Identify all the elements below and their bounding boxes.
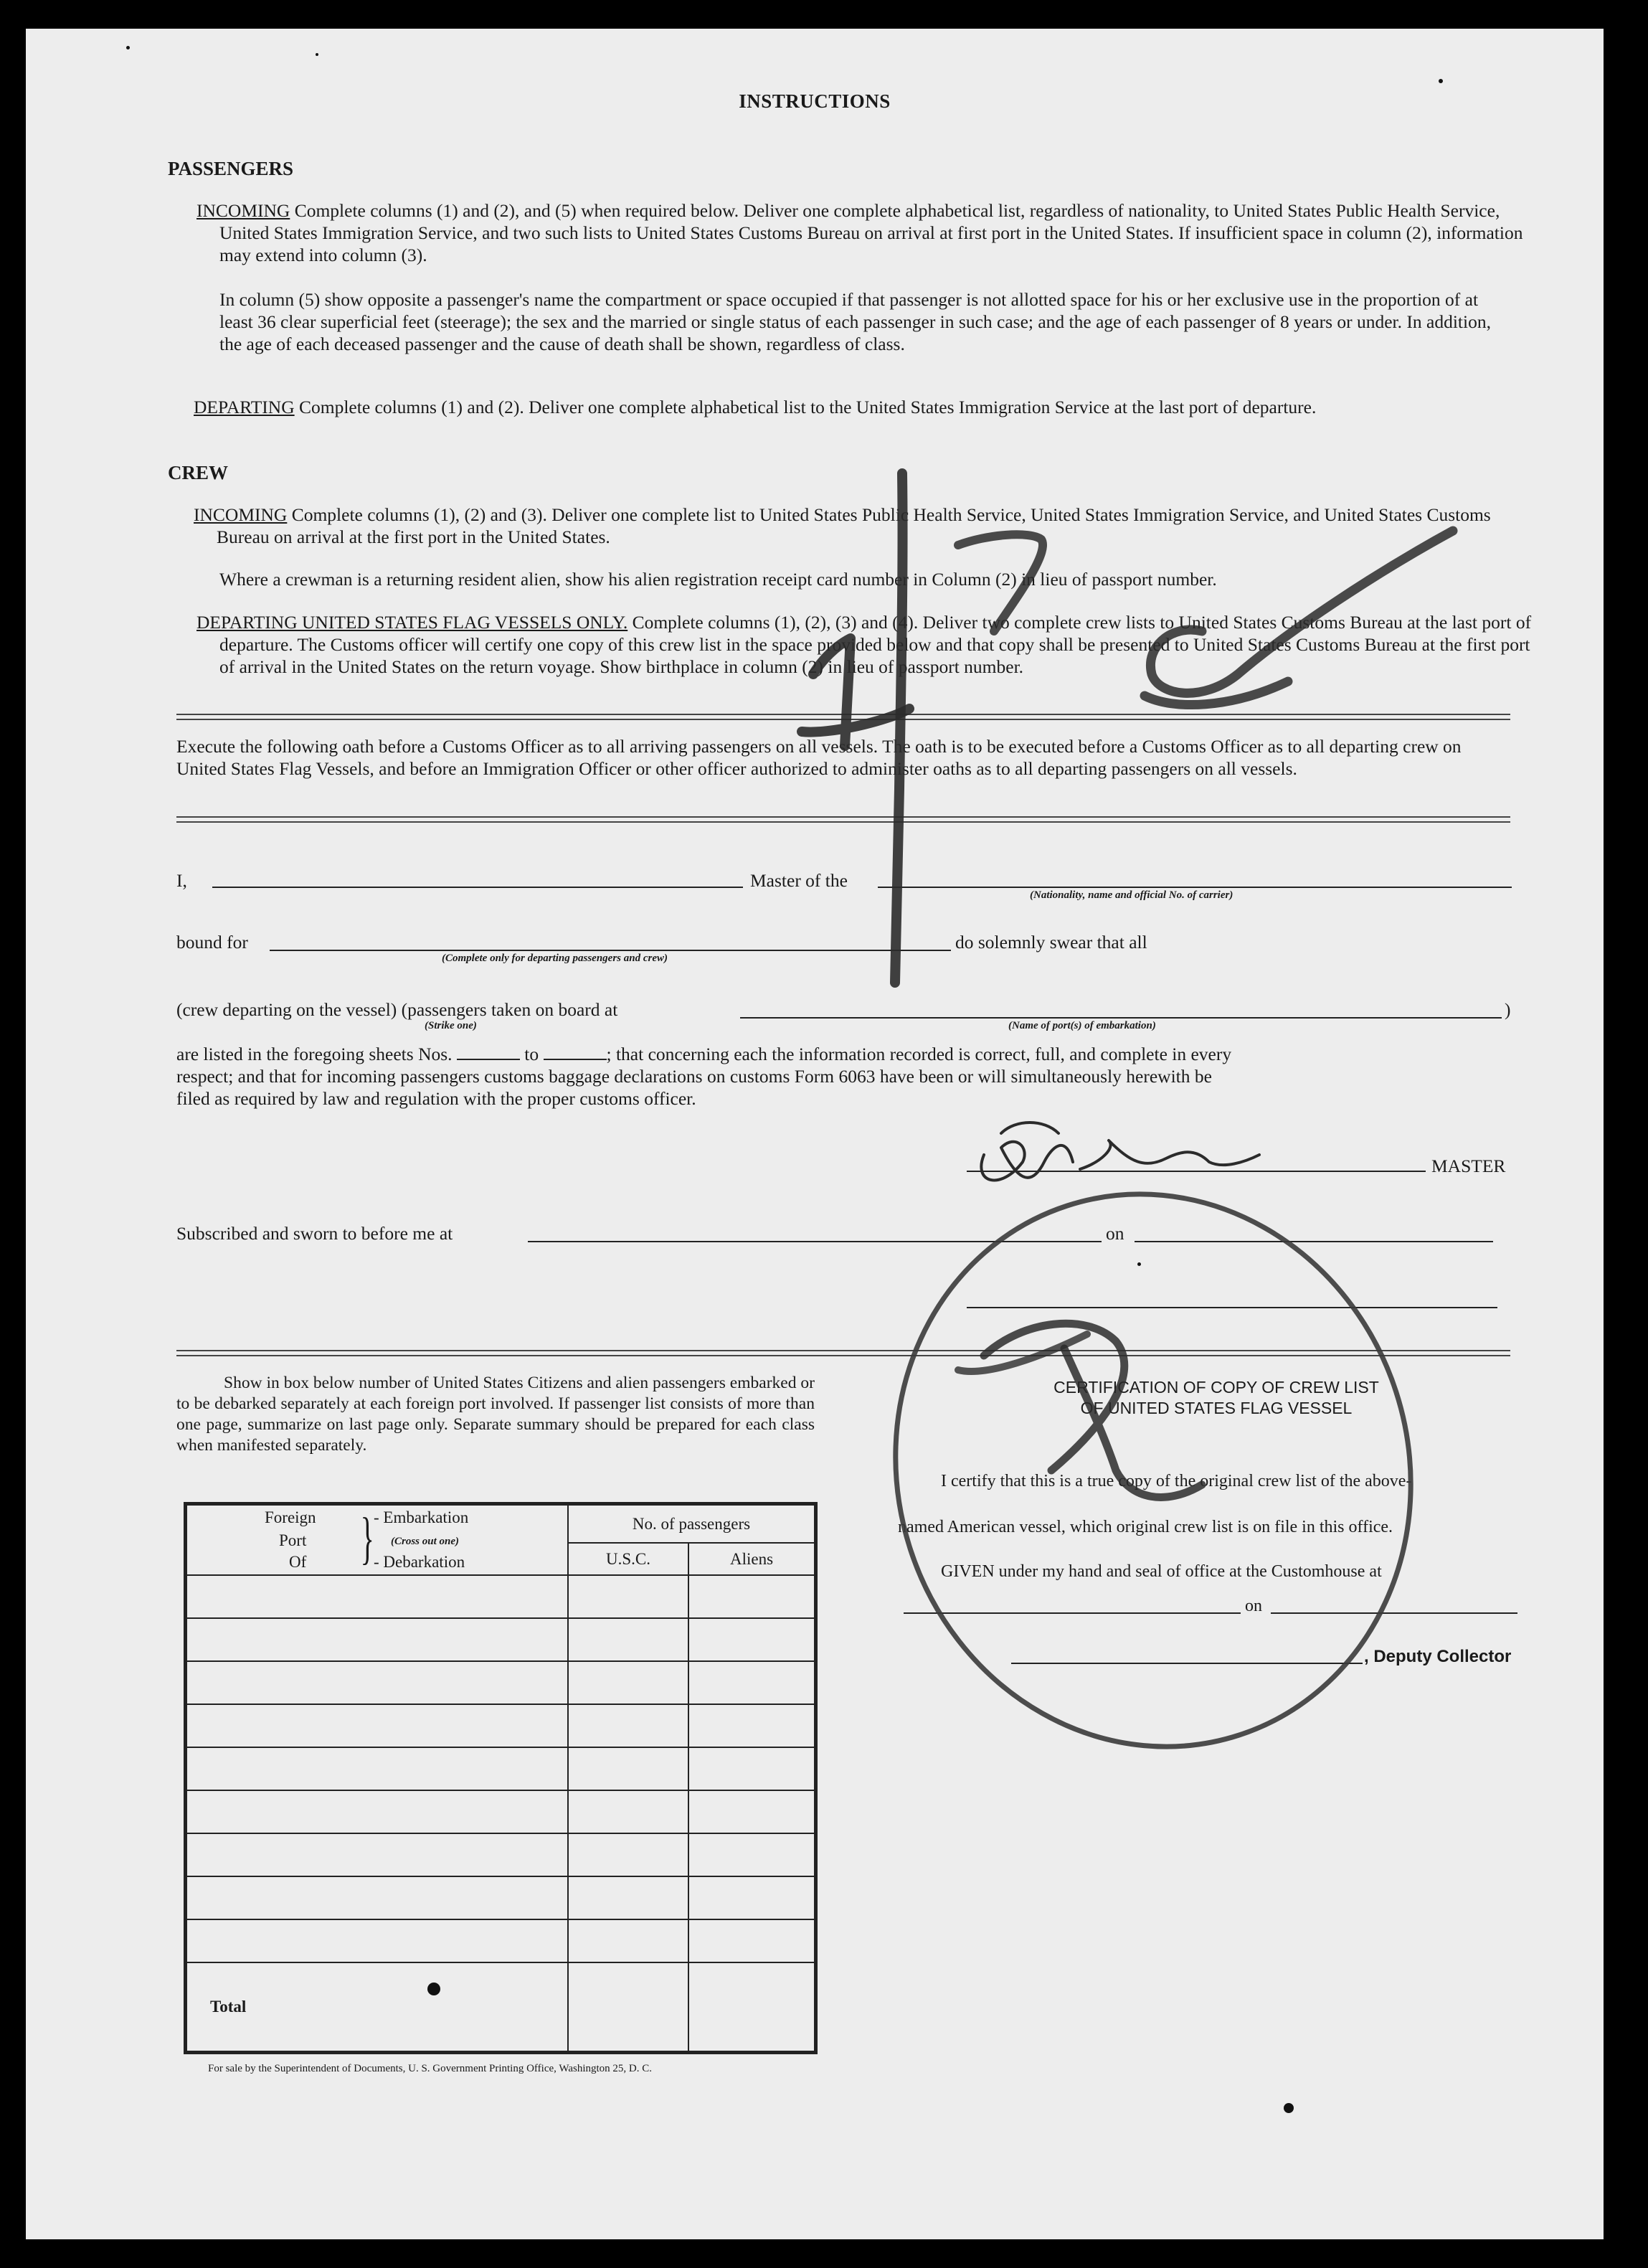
- port-cell[interactable]: [186, 1747, 568, 1790]
- passengers-heading: PASSENGERS: [168, 158, 294, 179]
- oath-intro: Execute the following oath before a Customs Officer as to all arriving passengers on all vessels. The oath is to be executed before a Customs Officer as to all departing crew on United States Flag Vessels, and before an Immigration Officer or other officer authorized to administer oaths as to all departing passengers on all vessels.: [176, 736, 1462, 779]
- aliens-cell[interactable]: [688, 1747, 815, 1790]
- foreign-label: Foreign: [265, 1508, 316, 1526]
- passengers-departing: [194, 396, 1532, 418]
- summary-text: Show in box below number of United States Citizens and alien passengers embarked or to be debarked separately at each foreign port involved. If passenger list consists of more than one page, summarize on last page only. Separate summary should be prepared for each class when manifested separately.: [176, 1374, 815, 1455]
- port-cell[interactable]: [186, 1833, 568, 1876]
- listed-text-3: respect; and that for incoming passengers customs baggage declarations on customs Form 6063 have been or will simultaneously herewith be: [176, 1066, 1212, 1087]
- deputy-collector-label: , Deputy Collector: [1364, 1647, 1512, 1666]
- usc-header: U.S.C.: [568, 1543, 688, 1575]
- aliens-cell[interactable]: [688, 1876, 815, 1919]
- crew-departing: [196, 611, 1532, 678]
- of-label: Of: [289, 1553, 307, 1571]
- certify-line-1: I certify that this is a true copy of the original crew list of the above-: [941, 1472, 1412, 1490]
- passengers-departing-label: DEPARTING: [194, 397, 295, 417]
- speck: [1137, 1262, 1141, 1266]
- listed-text-1: are listed in the foregoing sheets Nos.: [176, 1044, 453, 1064]
- passengers-incoming: [196, 199, 1532, 266]
- listed-text-4: filed as required by law and regulation with the proper customs officer.: [176, 1088, 696, 1109]
- certification-title-2: OF UNITED STATES FLAG VESSEL: [1080, 1399, 1353, 1417]
- passengers-incoming-text: Complete columns (1) and (2), and (5) when required below. Deliver one complete alphabetical list, regardless of nationality, to United States Public Health Service, United States Immigration Service, and two such lists to United States Customs Bureau on arrival at first port in the United States. If insufficient space in column (2), information may extend into column (3).: [219, 200, 1523, 265]
- instructions-title: INSTRUCTIONS: [739, 90, 891, 112]
- master-signature-field[interactable]: [967, 1171, 1426, 1172]
- master-name-field[interactable]: [212, 887, 743, 888]
- bound-for-label: bound for: [176, 932, 248, 953]
- aliens-cell[interactable]: [688, 1618, 815, 1661]
- certify-line-2: named American vessel, which original crew list is on file in this office.: [898, 1518, 1393, 1536]
- usc-cell[interactable]: [568, 1876, 688, 1919]
- aliens-cell[interactable]: [688, 1833, 815, 1876]
- total-row: [186, 1962, 815, 2051]
- officer-signature-field[interactable]: [967, 1307, 1497, 1308]
- speck: [316, 53, 318, 56]
- divider: [176, 1350, 1510, 1356]
- cross-out-caption: (Cross out one): [391, 1536, 460, 1547]
- usc-cell[interactable]: [568, 1833, 688, 1876]
- oath-i-label: I,: [176, 870, 187, 891]
- subscribed-place-field[interactable]: [528, 1241, 1102, 1242]
- given-line: GIVEN under my hand and seal of office at the Customhouse at: [941, 1562, 1382, 1581]
- port-label: Port: [279, 1531, 307, 1549]
- no-of-passengers-header: No. of passengers: [568, 1505, 815, 1543]
- usc-cell[interactable]: [568, 1618, 688, 1661]
- passengers-incoming-label: INCOMING: [196, 200, 290, 221]
- ink-dot: [427, 1983, 440, 1995]
- passenger-summary-table: [184, 1502, 818, 2054]
- crew-departing-label: (crew departing on the vessel) (passengers taken on board at: [176, 999, 618, 1020]
- cert-on-label: on: [1245, 1597, 1262, 1615]
- usc-cell[interactable]: [568, 1661, 688, 1704]
- crew-incoming-label: INCOMING: [194, 504, 288, 525]
- crew-departing-text: Complete columns (1), (2), (3) and (4). Deliver two complete crew lists to United States Customs Bureau at the last port of departure. The Customs officer will certify one copy of this crew list in the space provided below and that copy shall be presented to United States Customs Bureau at the first port of arrival in the United States on the return voyage. Show birthplace in column (2) in lieu of passport number.: [219, 612, 1532, 677]
- speck: [126, 46, 130, 49]
- table-row: [186, 1618, 815, 1661]
- table-row: [186, 1747, 815, 1790]
- customhouse-field[interactable]: [904, 1612, 1241, 1614]
- port-cell[interactable]: [186, 1919, 568, 1962]
- strike-one-caption: (Strike one): [425, 1020, 477, 1031]
- aliens-cell[interactable]: [688, 1919, 815, 1962]
- total-aliens-cell[interactable]: [688, 1962, 815, 2051]
- close-paren: ): [1505, 999, 1511, 1020]
- port-cell[interactable]: [186, 1575, 568, 1618]
- listed-line-1: [176, 1043, 1231, 1065]
- table-row: [186, 1790, 815, 1833]
- crew-incoming-text: Complete columns (1), (2) and (3). Deliver one complete list to United States Public Health Service, United States Immigration Service, and United States Customs Bureau on arrival at the first port in the United States.: [217, 504, 1491, 547]
- carrier-field[interactable]: [878, 887, 1512, 888]
- table-row: [186, 1575, 815, 1618]
- passengers-departing-text: Complete columns (1) and (2). Deliver one complete alphabetical list to the United States Immigration Service at the last port of departure.: [299, 397, 1317, 417]
- divider: [176, 714, 1510, 720]
- subscribed-on-label: on: [1106, 1223, 1124, 1244]
- crew-departing-label: DEPARTING UNITED STATES FLAG VESSELS ONLY.: [196, 612, 628, 633]
- sheet-to-field[interactable]: [544, 1044, 607, 1060]
- port-header: [186, 1505, 568, 1575]
- aliens-cell[interactable]: [688, 1790, 815, 1833]
- table-row: [186, 1704, 815, 1747]
- port-cell[interactable]: [186, 1618, 568, 1661]
- table-row: [186, 1661, 815, 1704]
- table-row: [186, 1919, 815, 1962]
- ports-embarkation-field[interactable]: [740, 1017, 1502, 1019]
- total-label: Total: [186, 1962, 568, 2051]
- crew-incoming: [194, 504, 1532, 548]
- port-cell[interactable]: [186, 1661, 568, 1704]
- sheet-from-field[interactable]: [457, 1044, 520, 1060]
- usc-cell[interactable]: [568, 1790, 688, 1833]
- ink-dot: [1284, 2103, 1294, 2113]
- listed-text-2: ; that concerning each the information recorded is correct, full, and complete in every: [606, 1044, 1232, 1064]
- master-label: MASTER: [1431, 1156, 1506, 1176]
- complete-only-caption: (Complete only for departing passengers and crew): [442, 953, 668, 964]
- document-page: [26, 29, 1604, 2239]
- subscribed-label: Subscribed and sworn to before me at: [176, 1223, 453, 1244]
- cert-date-field[interactable]: [1271, 1612, 1517, 1614]
- table-row: [186, 1833, 815, 1876]
- aliens-cell[interactable]: [688, 1704, 815, 1747]
- handwritten-vertical-stroke: [895, 473, 903, 983]
- port-cell[interactable]: [186, 1876, 568, 1919]
- passengers-column5: In column (5) show opposite a passenger's name the compartment or space occupied if that passenger is not allotted space for his or her exclusive use in the proportion of at least 36 clear superficial feet (steerage); the sex and the married or single status of each passenger in such case; and the age of each passenger of 8 years or under. In addition, the age of each deceased passenger and the cause of death shall be shown, regardless of class.: [219, 289, 1491, 354]
- usc-cell[interactable]: [568, 1704, 688, 1747]
- listed-to: to: [524, 1044, 539, 1064]
- deputy-signature-field[interactable]: [1011, 1663, 1363, 1664]
- usc-cell[interactable]: [568, 1747, 688, 1790]
- debarkation-label: - Debarkation: [374, 1553, 465, 1571]
- total-usc-cell[interactable]: [568, 1962, 688, 2051]
- usc-cell[interactable]: [568, 1919, 688, 1962]
- nationality-caption: (Nationality, name and official No. of carrier): [1030, 889, 1233, 901]
- ports-caption: (Name of port(s) of embarkation): [1008, 1020, 1156, 1031]
- brace: }: [360, 1507, 374, 1570]
- crew-resident: Where a crewman is a returning resident alien, show his alien registration receipt card number in Column (2) in lieu of passport number.: [219, 569, 1217, 590]
- aliens-header: Aliens: [688, 1543, 815, 1575]
- bound-for-field[interactable]: [270, 950, 951, 951]
- master-of-the-label: Master of the: [750, 870, 848, 891]
- crew-heading: CREW: [168, 462, 229, 483]
- usc-cell[interactable]: [568, 1575, 688, 1618]
- certification-title: [858, 1377, 1575, 1419]
- speck: [1439, 79, 1443, 83]
- aliens-cell[interactable]: [688, 1661, 815, 1704]
- aliens-cell[interactable]: [688, 1575, 815, 1618]
- certification-title-1: CERTIFICATION OF COPY OF CREW LIST: [1053, 1378, 1379, 1397]
- port-cell[interactable]: [186, 1790, 568, 1833]
- embarkation-label: - Embarkation: [374, 1508, 469, 1526]
- divider: [176, 816, 1510, 823]
- subscribed-date-field[interactable]: [1135, 1241, 1493, 1242]
- do-solemnly-label: do solemnly swear that all: [955, 932, 1147, 953]
- port-cell[interactable]: [186, 1704, 568, 1747]
- table-row: [186, 1876, 815, 1919]
- gpo-footer: For sale by the Superintendent of Documents, U. S. Government Printing Office, Washington 25, D. C.: [208, 2063, 652, 2074]
